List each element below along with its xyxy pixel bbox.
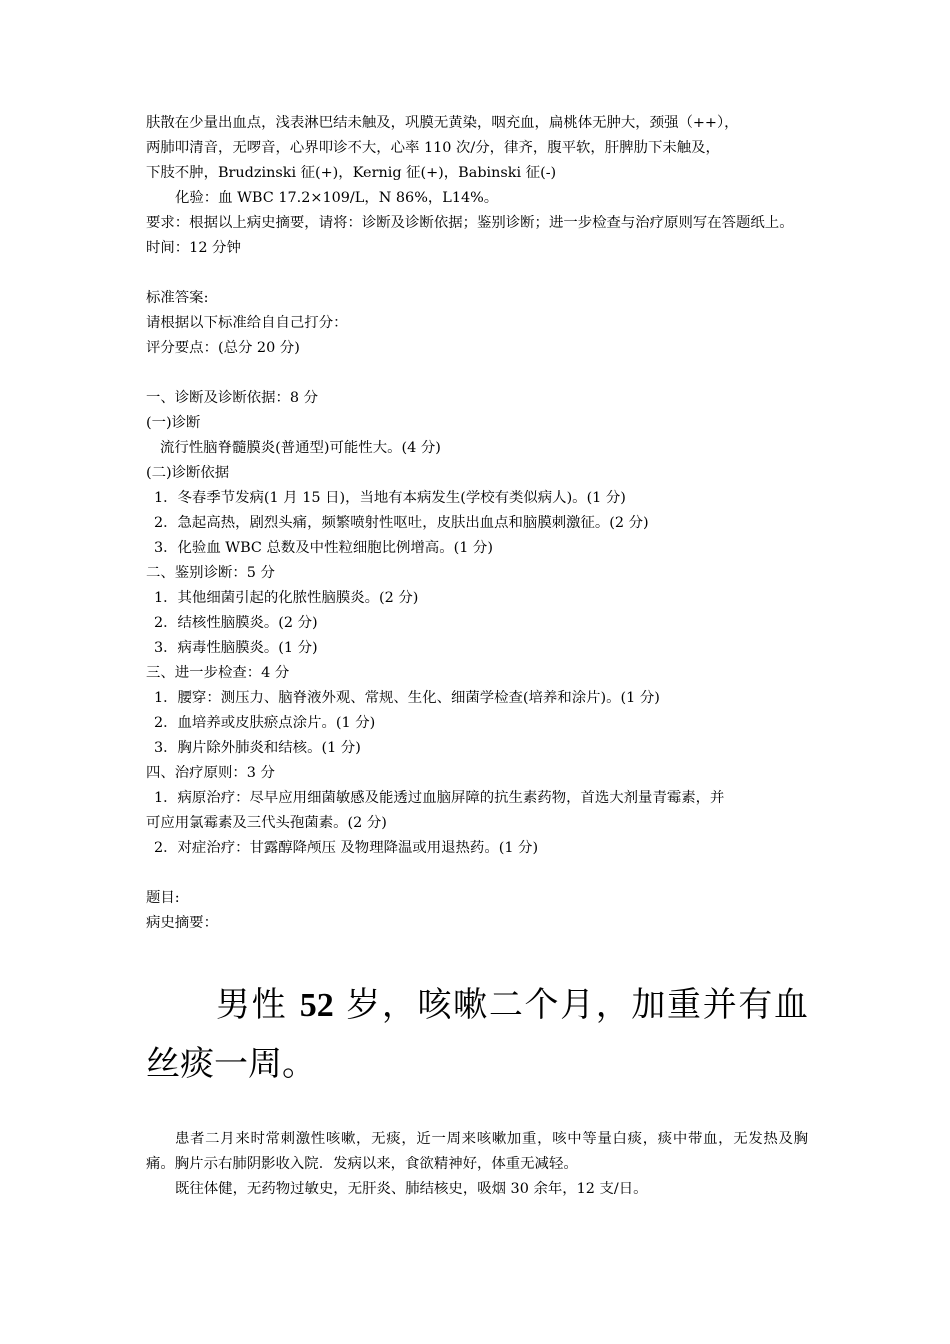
spacer bbox=[146, 1093, 808, 1127]
exam-item-2: 2．血培养或皮肤瘀点涂片。(1 分) bbox=[154, 715, 376, 731]
section-1-title: 一、诊断及诊断依据：8 分 bbox=[146, 390, 319, 406]
scoring-header: 评分要点：(总分 20 分) bbox=[146, 340, 300, 356]
lab-results: 化验：血 WBC 17.2×109/L，N 86%，L14%。 bbox=[175, 190, 499, 206]
differential-item-3: 3．病毒性脑膜炎。(1 分) bbox=[154, 640, 318, 656]
present-illness: 患者二月来时常刺激性咳嗽，无痰，近一周来咳嗽加重，咳中等量白痰，痰中带血，无发热及胸痛。胸片示右肺阴影收入院．发病以来，食欲精神好，体重无减轻。 bbox=[146, 1131, 808, 1172]
exam-item-3: 3．胸片除外肺炎和结核。(1 分) bbox=[154, 740, 361, 756]
treatment-item-1-line-2: 可应用氯霉素及三代头孢菌素。(2 分) bbox=[146, 815, 387, 831]
case-heading bbox=[146, 976, 808, 1093]
requirement-text: 要求：根据以上病史摘要，请将：诊断及诊断依据；鉴别诊断；进一步检查与治疗原则写在答题纸上。 bbox=[146, 215, 794, 231]
section-1-sub-diagnosis: (一)诊断 bbox=[146, 415, 201, 431]
past-history: 既往体健，无药物过敏史，无肝炎、肺结核史，吸烟 30 余年，12 支/日。 bbox=[175, 1181, 648, 1197]
treatment-item-2: 2．对症治疗：甘露醇降颅压 及物理降温或用退热药。(1 分) bbox=[154, 840, 539, 856]
blank-line bbox=[146, 361, 808, 386]
section-1-sub-basis: (二)诊断依据 bbox=[146, 465, 230, 481]
spacer bbox=[146, 936, 808, 976]
differential-item-2: 2．结核性脑膜炎。(2 分) bbox=[154, 615, 318, 631]
case-heading-prefix: 男性 bbox=[216, 985, 300, 1025]
time-limit: 时间：12 分钟 bbox=[146, 240, 241, 256]
exam-line-1: 肤散在少量出血点，浅表淋巴结未触及，巩膜无黄染，咽充血，扁桃体无肿大，颈强（++）， bbox=[146, 115, 739, 131]
case-heading-age: 52 bbox=[299, 987, 334, 1024]
exam-line-2: 两肺叩清音，无啰音，心界叩诊不大，心率 110 次/分，律齐，腹平软，肝脾肋下未触及， bbox=[146, 140, 720, 156]
exam-line-3: 下肢不肿，Brudzinski 征(+)，Kernig 征(+)，Babinski 征(-) bbox=[146, 165, 557, 181]
basis-item-1: 1．冬春季节发病(1 月 15 日)，当地有本病发生(学校有类似病人)。(1 分) bbox=[154, 490, 626, 506]
case-heading-suffix: 岁，咳嗽二个月，加重并有血丝痰一周。 bbox=[146, 985, 809, 1084]
section-3-title: 三、进一步检查：4 分 bbox=[146, 665, 290, 681]
answer-instruction: 请根据以下标准给自自己打分： bbox=[146, 315, 348, 331]
diagnosis-text: 流行性脑脊髓膜炎(普通型)可能性大。(4 分) bbox=[160, 440, 441, 456]
answer-title: 标准答案: bbox=[146, 290, 209, 306]
exam-item-1: 1．腰穿：测压力、脑脊液外观、常规、生化、细菌学检查(培养和涂片)。(1 分) bbox=[154, 690, 660, 706]
section-2-title: 二、鉴别诊断：5 分 bbox=[146, 565, 275, 581]
basis-item-2: 2．急起高热，剧烈头痛，频繁喷射性呕吐，皮肤出血点和脑膜刺激征。(2 分) bbox=[154, 515, 649, 531]
treatment-item-1-line-1: 1．病原治疗：尽早应用细菌敏感及能透过血脑屏障的抗生素药物，首选大剂量青霉素，并 bbox=[154, 790, 725, 806]
topic-label: 题目: bbox=[146, 890, 180, 906]
blank-line bbox=[146, 261, 808, 286]
blank-line bbox=[146, 861, 808, 886]
basis-item-3: 3．化验血 WBC 总数及中性粒细胞比例增高。(1 分) bbox=[154, 540, 493, 556]
section-4-title: 四、治疗原则：3 分 bbox=[146, 765, 275, 781]
differential-item-1: 1．其他细菌引起的化脓性脑膜炎。(2 分) bbox=[154, 590, 419, 606]
history-label: 病史摘要： bbox=[146, 915, 218, 931]
document-page bbox=[146, 111, 808, 1202]
